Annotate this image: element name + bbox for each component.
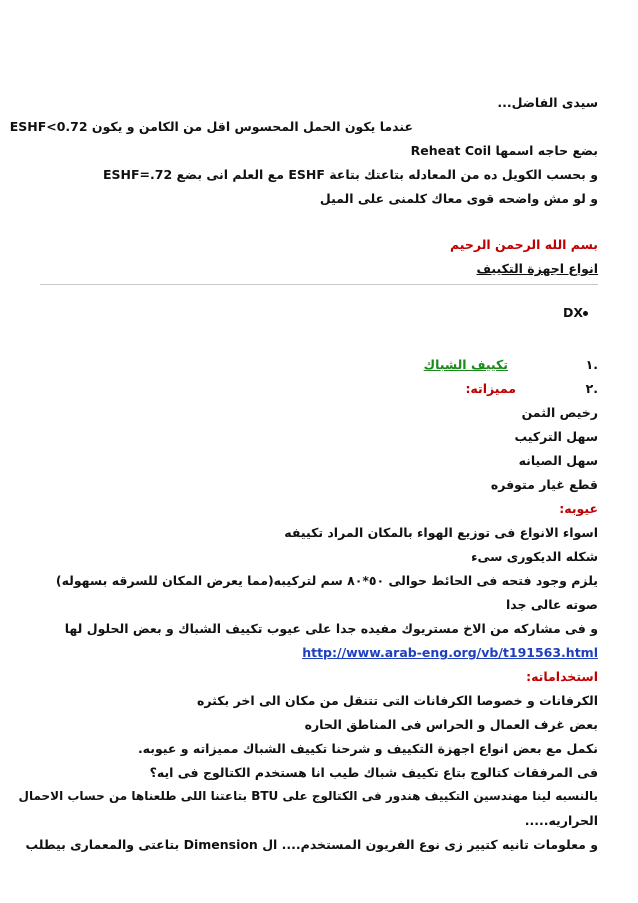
quote-line-1: سيدى الفاضل... bbox=[497, 95, 598, 110]
forum-link[interactable]: http://www.arab-eng.org/vb/t191563.html bbox=[302, 645, 598, 660]
quote-line-5: و لو مش واضحه قوى معاك كلمنى على الميل bbox=[319, 191, 598, 206]
section-heading: انواع اجهزة التكييف bbox=[476, 261, 598, 276]
advantage-2: سهل التركيب bbox=[514, 429, 598, 444]
closing-line-1: نكمل مع بعض انواع اجهزة التكييف و شرحنا تكييف الشباك مميزاته و عيوبه. bbox=[137, 741, 598, 756]
use-1: الكرفانات و خصوصا الكرفانات التى تتنقل من مكان الى اخر بكثره bbox=[197, 693, 598, 708]
closing-line-3: بالنسبه لينا مهندسين التكييف هندور فى الكتالوج على BTU بتاعتنا اللى طلعناها من حساب الاحمال bbox=[18, 789, 598, 803]
quote-line-4: و بحسب الكويل ده من المعادله بتاعتك بتاعة ESHF مع العلم انى بضع ESHF=.72 bbox=[102, 167, 598, 182]
item-number-1: .١ bbox=[585, 357, 598, 372]
closing-line-4: الحراريه..... bbox=[524, 813, 598, 828]
advantage-1: رخيص الثمن bbox=[521, 405, 598, 420]
item-number-2: .٢ bbox=[585, 381, 598, 396]
disadvantage-3: يلزم وجود فتحه فى الحائط حوالى ٥٠*٨٠ سم لتركيبه(مما يعرض المكان للسرقه بسهوله) bbox=[55, 573, 598, 588]
window-ac-heading: تكييف الشباك bbox=[423, 357, 508, 372]
quote-line-3: بضع حاجه اسمها Reheat Coil bbox=[410, 143, 598, 158]
divider bbox=[40, 284, 598, 285]
disadvantage-5: و فى مشاركه من الاخ مستريوك مفيده جدا على عيوب تكييف الشباك و بعض الحلول لها bbox=[64, 621, 598, 636]
advantages-label: مميزاته: bbox=[465, 381, 516, 396]
closing-line-5: و معلومات تانيه كتيير زى نوع الفريون المستخدم.... ال Dimension بتاعتى والمعمارى بيطلب bbox=[25, 837, 598, 852]
disadvantage-2: شكله الديكورى سىء bbox=[471, 549, 598, 564]
bullet-icon bbox=[583, 311, 588, 316]
uses-label: استخداماته: bbox=[526, 669, 598, 684]
closing-line-2: فى المرفقات كتالوج بتاع تكييف شباك طيب انا هستخدم الكتالوج فى ايه؟ bbox=[149, 765, 598, 780]
advantage-3: سهل الصيانه bbox=[518, 453, 598, 468]
disadvantage-1: اسواء الانواع فى توزيع الهواء بالمكان المراد تكييفه bbox=[284, 525, 598, 540]
dx-label: DX bbox=[562, 305, 583, 320]
basmala: بسم الله الرحمن الرحيم bbox=[450, 237, 598, 252]
use-2: بعض غرف العمال و الحراس فى المناطق الحاره bbox=[304, 717, 598, 732]
dx-item bbox=[563, 304, 598, 321]
disadvantage-4: صوته عالى جدا bbox=[506, 597, 598, 612]
disadvantages-label: عيوبه: bbox=[559, 501, 598, 516]
advantage-4: قطع غيار متوفره bbox=[490, 477, 598, 492]
quote-line-2: عندما يكون الحمل المحسوس اقل من الكامن و يكون ESHF<0.72 bbox=[9, 119, 413, 134]
